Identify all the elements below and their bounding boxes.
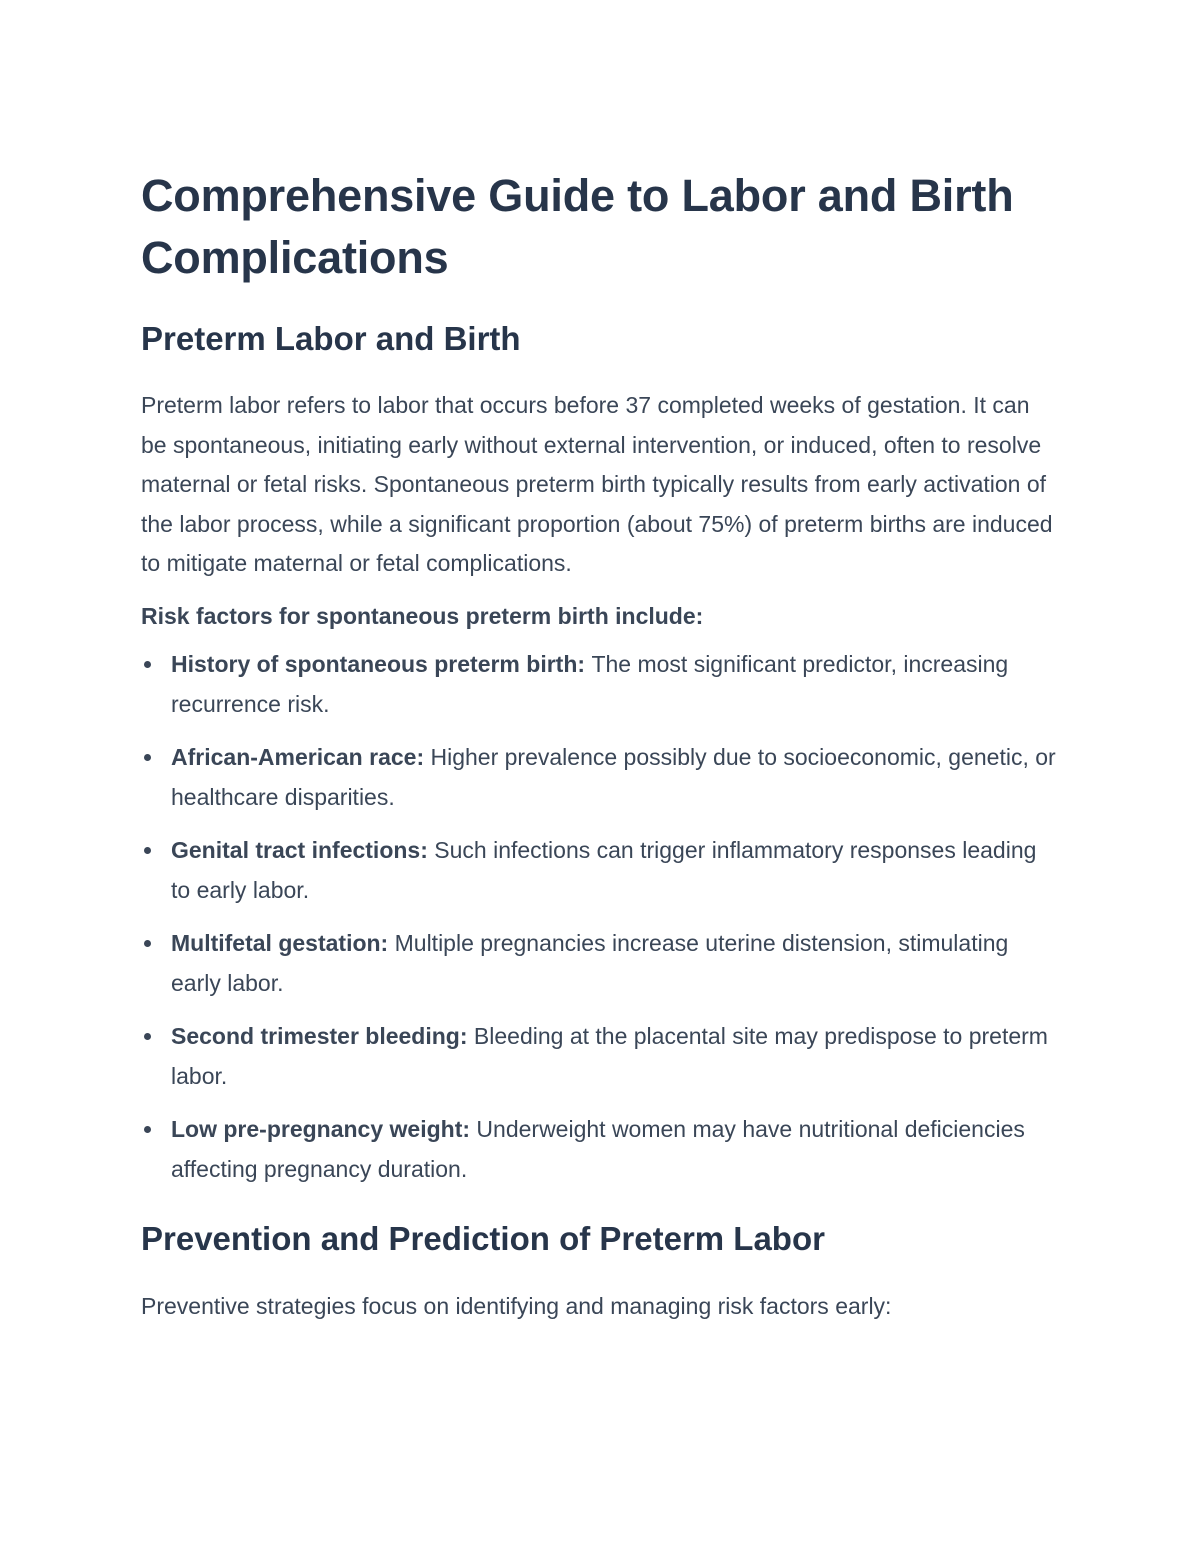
risk-factors-list bbox=[141, 644, 1061, 1189]
risk-factor-term: Genital tract infections: bbox=[171, 836, 435, 863]
risk-factor-description: Underweight women may have nutritional deficiencies affecting pregnancy duration. bbox=[171, 1115, 1025, 1182]
bullet-icon bbox=[144, 1126, 151, 1133]
bullet-icon bbox=[144, 754, 151, 761]
list-item bbox=[141, 644, 1061, 724]
document-title: Comprehensive Guide to Labor and Birth Complications bbox=[141, 170, 1014, 283]
risk-factor-description: Higher prevalence possibly due to socioeconomic, genetic, or healthcare disparities. bbox=[171, 743, 1056, 810]
bullet-icon bbox=[144, 847, 151, 854]
risk-factor-term: African-American race: bbox=[171, 743, 431, 770]
preterm-labor-paragraph: Preterm labor refers to labor that occurs before 37 completed weeks of gestation. It can be spontaneous, initiating early without external intervention, or induced, often to resolve maternal or fetal risks. Spontaneous preterm birth typically results from early activation of the labor process, while a significant proportion (about 75%) of preterm births are induced to mitigate maternal or fetal complications. bbox=[141, 392, 1053, 577]
bullet-icon bbox=[144, 661, 151, 668]
prevention-paragraph: Preventive strategies focus on identifying and managing risk factors early: bbox=[141, 1292, 892, 1319]
list-item bbox=[141, 737, 1061, 817]
risk-factor-term: Second trimester bleeding: bbox=[171, 1022, 474, 1049]
list-item bbox=[141, 1109, 1061, 1189]
section-heading-prevention: Prevention and Prediction of Preterm Labor bbox=[141, 1219, 825, 1257]
document-page bbox=[141, 165, 1061, 1327]
list-item bbox=[141, 923, 1061, 1003]
bullet-icon bbox=[144, 940, 151, 947]
risk-factor-term: Low pre-pregnancy weight: bbox=[171, 1115, 477, 1142]
section-heading-preterm-labor: Preterm Labor and Birth bbox=[141, 320, 521, 357]
risk-factor-description: The most significant predictor, increasing recurrence risk. bbox=[171, 650, 1009, 717]
risk-factors-heading: Risk factors for spontaneous preterm birth include: bbox=[141, 602, 704, 629]
risk-factor-description: Bleeding at the placental site may predispose to preterm labor. bbox=[171, 1022, 1048, 1089]
risk-factor-term: History of spontaneous preterm birth: bbox=[171, 650, 592, 677]
bullet-icon bbox=[144, 1033, 151, 1040]
risk-factor-description: Such infections can trigger inflammatory responses leading to early labor. bbox=[171, 836, 1037, 903]
risk-factor-term: Multifetal gestation: bbox=[171, 929, 395, 956]
risk-factor-description: Multiple pregnancies increase uterine distension, stimulating early labor. bbox=[171, 929, 1009, 996]
list-item bbox=[141, 830, 1061, 910]
list-item bbox=[141, 1016, 1061, 1096]
